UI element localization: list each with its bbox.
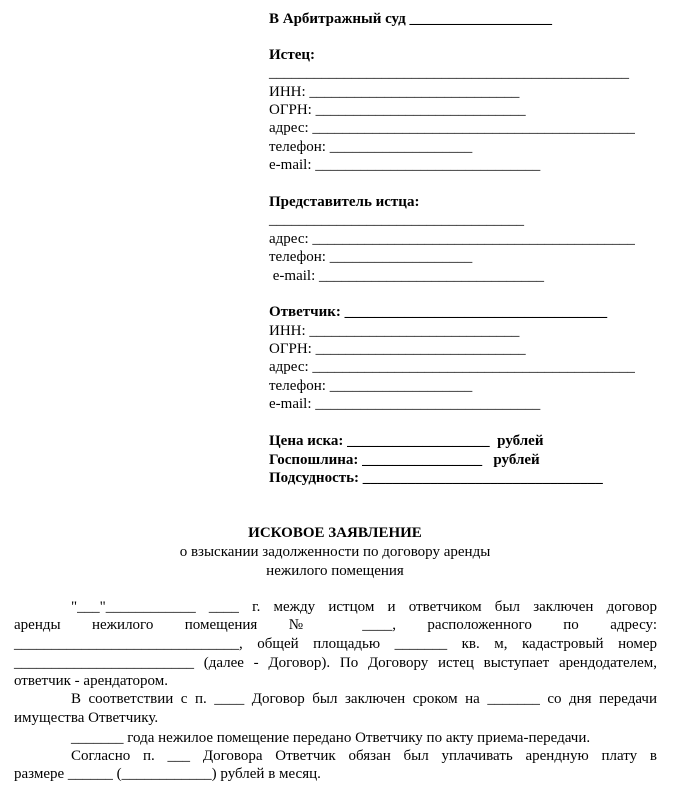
representative-name-line: __________________________________ xyxy=(269,212,524,228)
paragraph-4-line-1: Согласно п. ___ Договора Ответчик обязан был уплачивать арендную плату в xyxy=(71,748,657,764)
paragraph-4-line-2: размере ______ (____________) рублей в месяц. xyxy=(14,766,321,782)
defendant-email: e-mail: ______________________________ xyxy=(269,396,541,412)
defendant-heading-text: Ответчик: ___________________________________ xyxy=(269,304,608,320)
jurisdiction: Подсудность: ________________________________ xyxy=(269,470,603,486)
document-subtitle-1: о взыскании задолженности по договору аренды xyxy=(179,544,491,560)
paragraph-2-line-2: имущества Ответчику. xyxy=(14,710,159,726)
defendant-heading xyxy=(269,303,607,321)
paragraph-1-line-2: аренды нежилого помещения № ____, расположенного по адресу: xyxy=(14,617,657,633)
plaintiff-phone: телефон: ___________________ xyxy=(269,139,473,155)
representative-heading: Представитель истца: xyxy=(269,194,420,210)
plaintiff-address: адрес: ___________________________________________ xyxy=(269,120,635,136)
paragraph-1-line-1: "___"____________ ____ г. между истцом и ответчиком был заключен договор xyxy=(71,599,657,615)
defendant-address: адрес: ___________________________________________ xyxy=(269,359,635,375)
plaintiff-heading: Истец: xyxy=(269,47,315,63)
representative-phone: телефон: ___________________ xyxy=(269,249,473,265)
plaintiff-email: e-mail: ______________________________ xyxy=(269,157,541,173)
state-fee: Госпошлина: ________________ рублей xyxy=(269,452,540,468)
court-line: В Арбитражный суд ___________________ xyxy=(269,11,552,27)
paragraph-2-line-1: В соответствии с п. ____ Договор был заключен сроком на _______ со дня передачи xyxy=(71,691,657,707)
document-subtitle-2: нежилого помещения xyxy=(266,563,404,579)
defendant-ogrn: ОГРН: ____________________________ xyxy=(269,341,526,357)
paragraph-1-line-4: ________________________ (далее - Договор). По Договору истец выступает арендодателем, xyxy=(14,655,657,671)
plaintiff-ogrn: ОГРН: ____________________________ xyxy=(269,102,526,118)
plaintiff-name-line: ________________________________________________ xyxy=(269,65,629,81)
defendant-inn: ИНН: ____________________________ xyxy=(269,323,520,339)
representative-email: e-mail: ______________________________ xyxy=(269,268,544,284)
plaintiff-inn: ИНН: ____________________________ xyxy=(269,84,520,100)
paragraph-1-line-5: ответчик - арендатором. xyxy=(14,673,168,689)
paragraph-1-line-3: ______________________________, общей площадью _______ кв. м, кадастровый номер xyxy=(14,636,657,652)
representative-address: адрес: ___________________________________________ xyxy=(269,231,635,247)
defendant-phone: телефон: ___________________ xyxy=(269,378,473,394)
document-title: ИСКОВОЕ ЗАЯВЛЕНИЕ xyxy=(248,525,422,541)
claim-price: Цена иска: ___________________ рублей xyxy=(269,433,544,449)
paragraph-3-line-1: _______ года нежилое помещение передано Ответчику по акту приема-передачи. xyxy=(71,730,591,746)
